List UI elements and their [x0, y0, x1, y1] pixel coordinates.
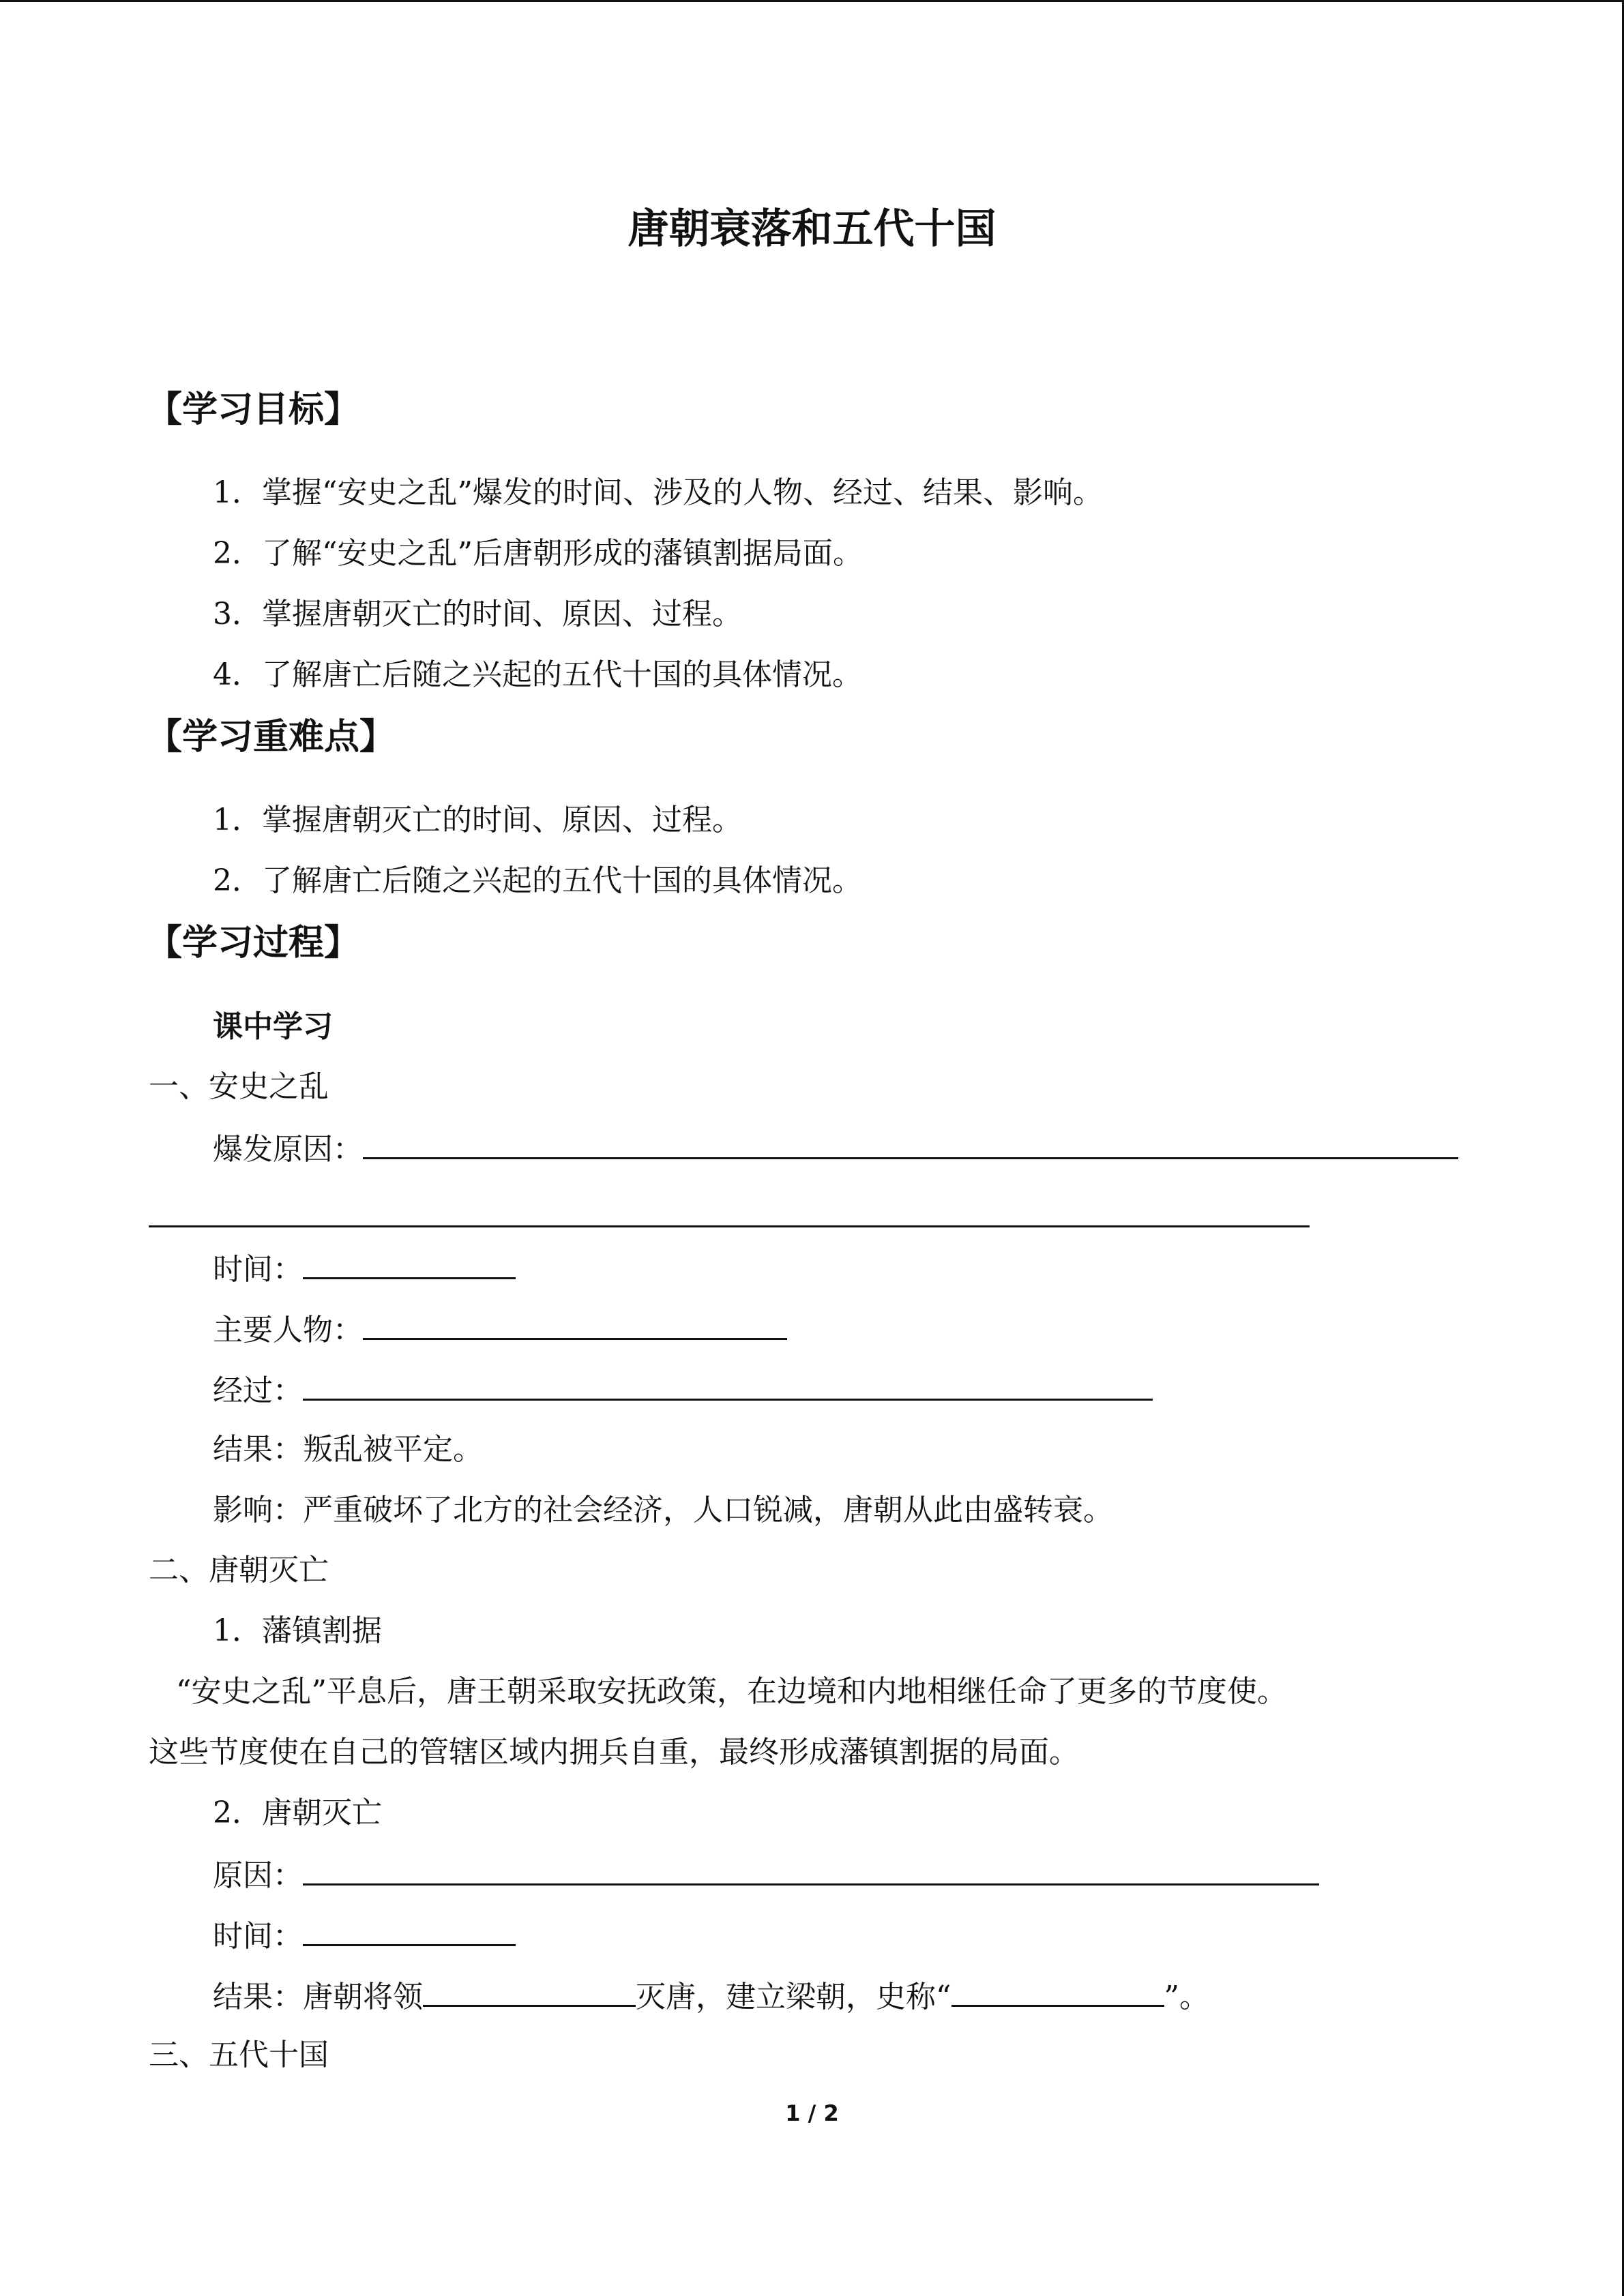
part2-sub2: 2．唐朝灭亡 [213, 1795, 382, 1830]
people-blank[interactable] [363, 1311, 787, 1340]
key-points-heading: 【学习重难点】 [147, 717, 396, 758]
cause-label: 爆发原因： [213, 1132, 363, 1167]
in-class-label: 课中学习 [213, 1009, 333, 1044]
course-row [213, 1371, 1153, 1410]
result-text: 结果：叛乱被平定。 [213, 1432, 483, 1467]
process-heading: 【学习过程】 [147, 923, 360, 964]
page-border-top [0, 0, 1624, 2]
fall-result-mid: 灭唐，建立梁朝，史称“ [636, 1980, 951, 2014]
cause-blank[interactable] [363, 1130, 1458, 1159]
course-label: 经过： [213, 1373, 303, 1408]
dynasty-name-blank[interactable] [951, 1978, 1164, 2007]
impact-text: 影响：严重破坏了北方的社会经济，人口锐减，唐朝从此由盛转衰。 [213, 1493, 1113, 1527]
objective-item-1: 1．掌握“安史之乱”爆发的时间、涉及的人物、经过、结果、影响。 [213, 475, 1103, 510]
time-row [213, 1250, 516, 1288]
fall-time-blank[interactable] [303, 1917, 516, 1946]
part2-heading: 二、唐朝灭亡 [149, 1553, 329, 1587]
general-blank[interactable] [423, 1978, 636, 2007]
objectives-heading: 【学习目标】 [147, 389, 360, 430]
part1-heading: 一、安史之乱 [149, 1069, 329, 1104]
part2-paragraph-line2: 这些节度使在自己的管辖区域内拥兵自重，最终形成藩镇割据的局面。 [149, 1735, 1079, 1770]
fall-time-label: 时间： [213, 1919, 303, 1954]
page-number: 1 / 2 [785, 2100, 839, 2126]
fall-result-row [213, 1978, 1209, 2016]
people-row [213, 1311, 787, 1349]
part3-heading: 三、五代十国 [149, 2038, 329, 2072]
fall-result-post: ”。 [1164, 1980, 1209, 2014]
cause-row [213, 1130, 1458, 1168]
key-point-item-2: 2．了解唐亡后随之兴起的五代十国的具体情况。 [213, 863, 862, 898]
course-blank[interactable] [303, 1371, 1153, 1401]
fall-time-row [213, 1917, 516, 1955]
part2-sub1: 1．藩镇割据 [213, 1613, 382, 1648]
fall-cause-blank[interactable] [303, 1856, 1319, 1885]
cause-blank-continuation[interactable] [149, 1225, 1310, 1227]
fall-result-pre: 结果：唐朝将领 [213, 1980, 423, 2014]
fall-cause-label: 原因： [213, 1858, 303, 1893]
time-blank[interactable] [303, 1250, 516, 1279]
part2-paragraph-line1: “安史之乱”平息后，唐王朝采取安抚政策，在边境和内地相继任命了更多的节度使。 [176, 1674, 1287, 1709]
time-label: 时间： [213, 1252, 303, 1287]
page-title: 唐朝衰落和五代十国 [628, 205, 996, 253]
fall-cause-row [213, 1856, 1319, 1894]
objective-item-2: 2．了解“安史之乱”后唐朝形成的藩镇割据局面。 [213, 536, 863, 571]
objective-item-4: 4．了解唐亡后随之兴起的五代十国的具体情况。 [213, 657, 862, 692]
key-point-item-1: 1．掌握唐朝灭亡的时间、原因、过程。 [213, 803, 742, 837]
objective-item-3: 3．掌握唐朝灭亡的时间、原因、过程。 [213, 597, 742, 631]
people-label: 主要人物： [213, 1313, 363, 1347]
